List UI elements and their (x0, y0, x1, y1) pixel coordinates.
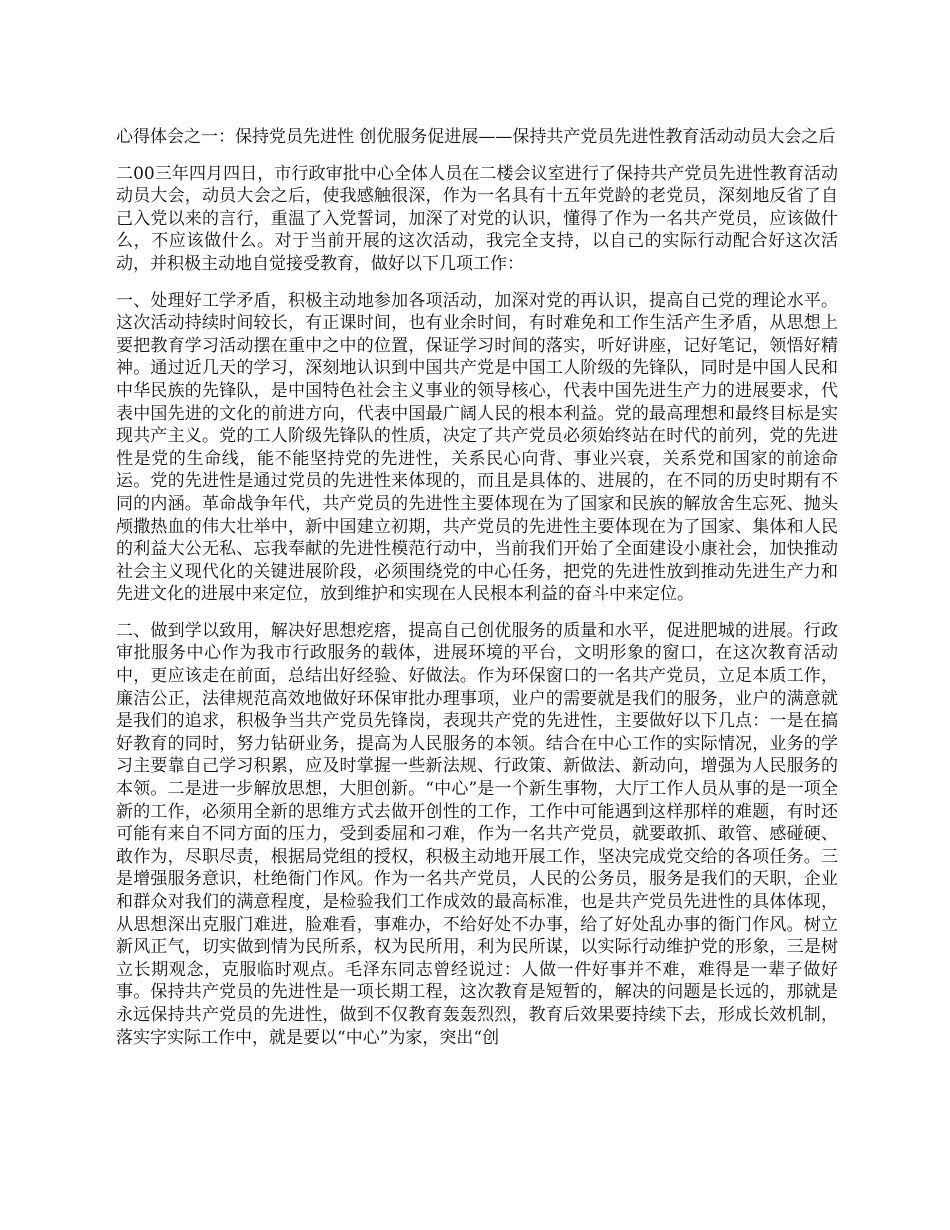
paragraph-intro: 二00三年四月四日，市行政审批中心全体人员在二楼会议室进行了保持共产党员先进性教育活动动员大会，动员大会之后，使我感触很深，作为一名具有十五年党龄的老党员，深刻地反省了自己入党以来的言行，重温了入党誓词，加深了对党的认识，懂得了作为一名共产党员，应该做什么，不应该做什么。对于当前开展的这次活动，我完全支持，以自己的实际行动配合好这次活动，并积极主动地自觉接受教育，做好以下几项工作： (116, 163, 838, 274)
document-title: 心得体会之一：保持党员先进性 创优服务促进展——保持共产党员先进性教育活动动员大会之后 (116, 127, 836, 147)
document-body (116, 126, 838, 1063)
paragraph-section-one: 一、处理好工学矛盾，积极主动地参加各项活动，加深对党的再认识，提高自己党的理论水平。这次活动持续时间较长，有正课时间，也有业余时间，有时难免和工作生活产生矛盾，从思想上要把教育学习活动摆在重中之中的位置，保证学习时间的落实，听好讲座，记好笔记，领悟好精神。通过近几天的学习，深刻地认识到中国共产党是中国工人阶级的先锋队，同时是中国人民和中华民族的先锋队，是中国特色社会主义事业的领导核心，代表中国先进生产力的进展要求，代表中国先进的文化的前进方向，代表中国最广阔人民的根本利益。党的最高理想和最终目标是实现共产主义。党的工人阶级先锋队的性质，决定了共产党员必须始终站在时代的前列，党的先进性是党的生命线，能不能坚持党的先进性，关系民心向背、事业兴衰，关系党和国家的前途命运。党的先进性是通过党员的先进性来体现的，而且是具体的、进展的，在不同的历史时期有不同的内涵。革命战争年代，共产党员的先进性主要体现在为了国家和民族的解放舍生忘死、抛头颅撒热血的伟大壮举中，新中国建立初期，共产党员的先进性主要体现在为了国家、集体和人民的利益大公无私、忘我奉献的先进性模范行动中，当前我们开始了全面建设小康社会，加快推动社会主义现代化的关键进展阶段，必须围绕党的中心任务，把党的先进性放到推动先进生产力和先进文化的进展中来定位，放到维护和实现在人民根本利益的奋斗中来定位。 (116, 290, 838, 605)
paragraph-section-two: 二、做到学以致用，解决好思想疙瘩，提高自己创优服务的质量和水平，促进肥城的进展。行政审批服务中心作为我市行政服务的载体，进展环境的平台，文明形象的窗口，在这次教育活动中，更应该走在前面，总结出好经验、好做法。作为环保窗口的一名共产党员，立足本质工作，廉洁公正，法律规范高效地做好环保审批办理事项，业户的需要就是我们的服务，业户的满意就是我们的追求，积极争当共产党员先锋岗，表现共产党的先进性，主要做好以下几点：一是在搞好教育的同时，努力钻研业务，提高为人民服务的本领。结合在中心工作的实际情况，业务的学习主要靠自己学习积累，应及时掌握一些新法规、行政策、新做法、新动向，增强为人民服务的本领。二是进一步解放思想，大胆创新。“中心”是一个新生事物，大厅工作人员从事的是一项全新的工作，必须用全新的思维方式去做开创性的工作，工作中可能遇到这样那样的难题，有时还可能有来自不同方面的压力，受到委屈和刁难，作为一名共产党员，就要敢抓、敢管、感碰硬、敢作为，尽职尽责，根据局党组的授权，积极主动地开展工作，坚决完成党交给的各项任务。三是增强服务意识，杜绝衙门作风。作为一名共产党员，人民的公务员，服务是我们的天职，企业和群众对我们的满意程度，是检验我们工作成效的最高标准，也是共产党员先进性的具体体现，从思想深出克服门难进，脸难看，事难办，不给好处不办事，给了好处乱办事的衙门作风。树立新风正气，切实做到情为民所系，权为民所用，利为民所谋，以实际行动维护党的形象，三是树立长期观念，克服临时观点。毛泽东同志曾经说过：人做一件好事并不难，难得是一辈子做好事。保持共产党员的先进性是一项长期工程，这次教育是短暂的，解决的问题是长远的，那就是永远保持共产党员的先进性，做到不仅教育轰轰烈烈，教育后效果要持续下去，形成长效机制，落实字实际工作中，就是要以“中心”为家，突出“创 (116, 620, 838, 1048)
